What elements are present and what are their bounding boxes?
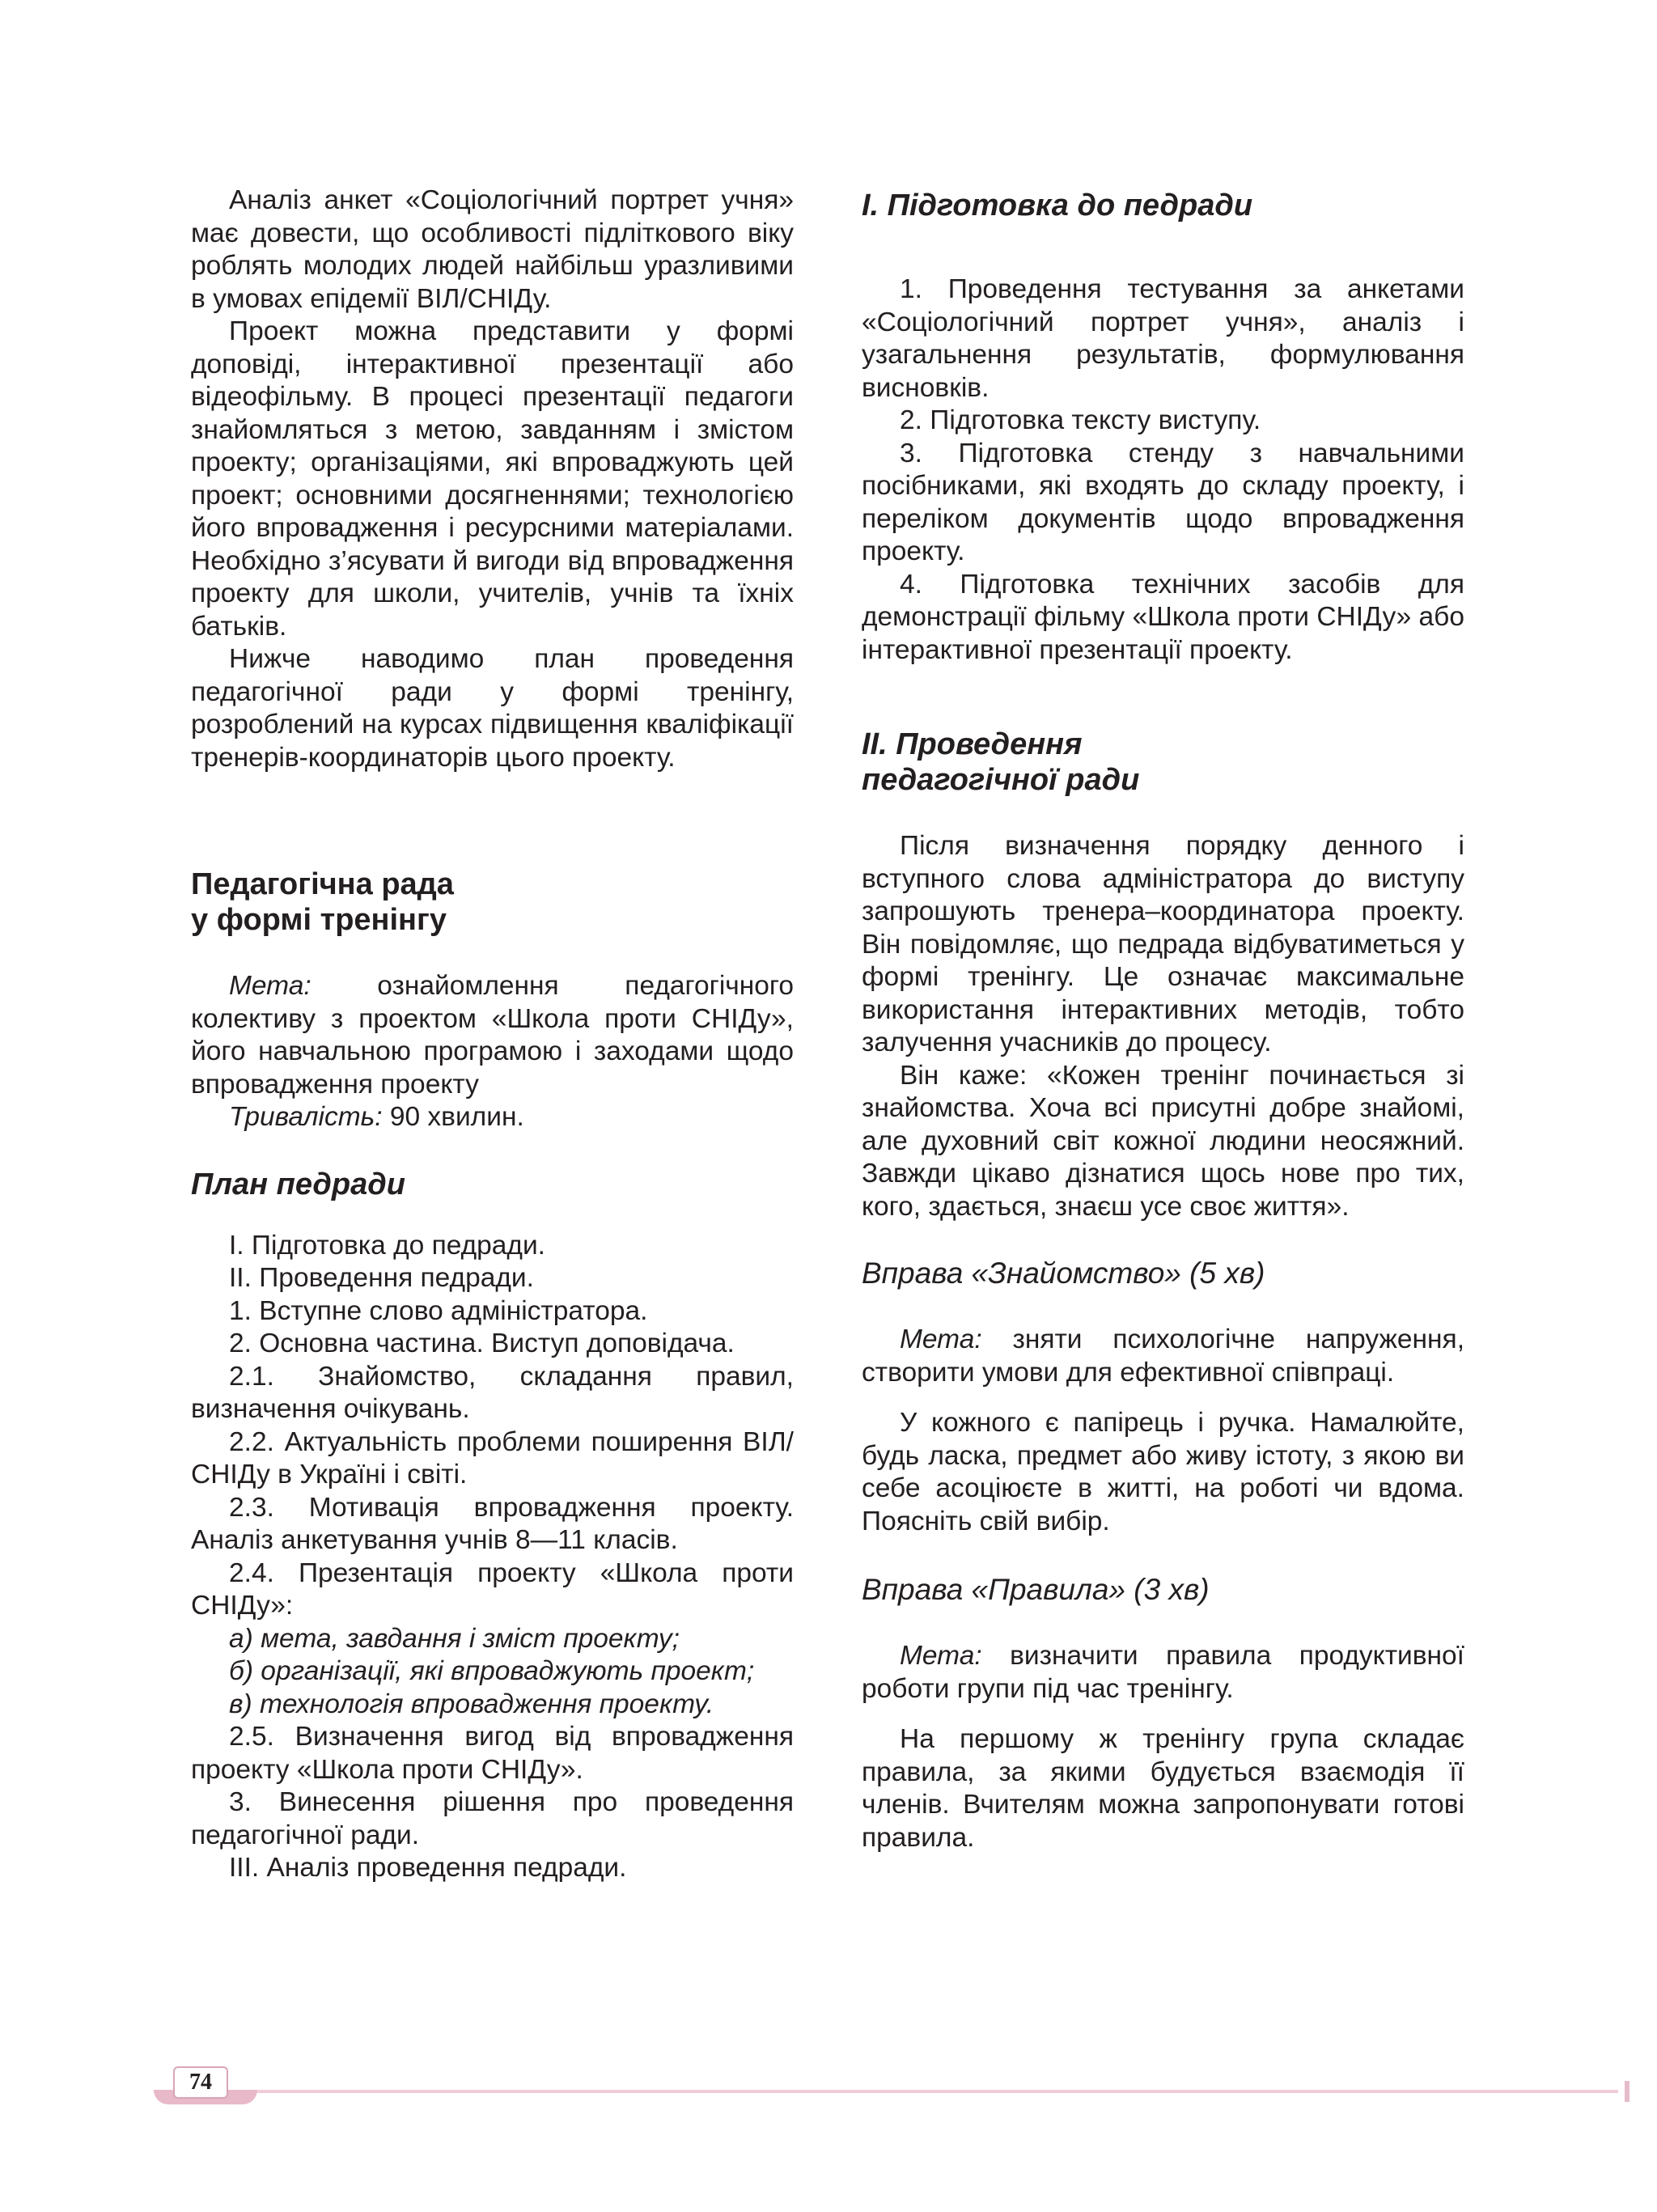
exercise2-title: Вправа «Правила» (3 хв): [862, 1573, 1210, 1606]
part2-paragraph-2: Він каже: «Кожен тренінг починається зі знайомства. Хоча всі присутні добре знайомі, але духовний світ кожної людини неосяжний. Завжди цікаво дізнатися щось нове про тих, кого, здається, знаєш усе своє життя».: [862, 1060, 1464, 1222]
plan-sub-item: б) організації, які впроваджують проект;: [229, 1656, 755, 1686]
footer-rule: [154, 2090, 1618, 2093]
duration-label: Тривалість:: [229, 1102, 383, 1132]
section-title: [191, 867, 794, 938]
part2-title: [862, 727, 1464, 798]
part1-title: I. Підготовка до педради: [862, 189, 1253, 222]
intro-paragraph-2: Проект можна представити у формі доповіді, інтерактивної презентації або відеофільму. В процесі презентації педагоги знайомляться з метою, завданням і змістом проекту; організаціями, які впроваджують цей проект; основними досягненнями; технологією його впровадження і ресурсними матеріалами. Необхідно з’ясувати й вигоди від впровадження проекту для школи, учителів, учнів та їхніх батьків.: [191, 316, 794, 642]
plan-item: 2.4. Презентація проекту «Школа проти СНІДу»:: [191, 1557, 794, 1621]
left-column: [191, 184, 794, 1885]
goal-paragraph: [191, 970, 794, 1101]
plan-item: II. Проведення педради.: [229, 1263, 534, 1293]
plan-title: План педради: [191, 1167, 405, 1201]
plan-item: 3. Винесення рішення про проведення педагогічної ради.: [191, 1787, 794, 1850]
part1-item: 1. Проведення тестування за анкетами «Соціологічний портрет учня», аналіз і узагальнення результатів, формулювання висновків.: [862, 274, 1464, 403]
plan-list: [191, 1230, 794, 1885]
part2-title-line-2: педагогічної ради: [862, 763, 1140, 797]
exercise2-goal-text: визначити правила продуктивної роботи групи під час тренінгу.: [862, 1641, 1464, 1704]
exercise1-text: У кожного є папірець і ручка. Намалюйте, будь ласка, предмет або живу істоту, з якою ви себе асоціюєте в житті, на роботі чи вдома. Поясніть свій вибір.: [862, 1408, 1464, 1536]
exercise1-goal-label: Мета:: [900, 1324, 982, 1354]
right-column: [862, 184, 1464, 1854]
plan-item: 2.2. Актуальність проблеми поширення ВІЛ/СНІДу в Україні і світі.: [191, 1426, 794, 1489]
part1-item: 3. Підготовка стенду з навчальними посібниками, які входять до складу проекту, і переліком документів щодо впровадження проекту.: [862, 438, 1464, 566]
intro-paragraph-3: Нижче наводимо план проведення педагогічної ради у формі тренінгу, розроблений на курсах підвищення кваліфікації тренерів-координаторів цього проекту.: [191, 644, 794, 773]
duration-text: 90 хвилин.: [382, 1102, 524, 1132]
exercise1-goal-text: зняти психологічне напруження, створити умови для ефективної співпраці.: [862, 1324, 1464, 1388]
page-edge-mark: [1625, 2081, 1629, 2102]
plan-sub-item: в) технологія впровадження проекту.: [229, 1689, 714, 1719]
exercise2-goal-label: Мета:: [900, 1641, 982, 1671]
section-title-line-2: у формі тренінгу: [191, 903, 447, 937]
exercise2-goal: [862, 1640, 1464, 1706]
plan-item: 1. Вступне слово адміністратора.: [229, 1295, 648, 1326]
plan-item: I. Підготовка до педради.: [229, 1230, 545, 1261]
duration-paragraph: [191, 1101, 794, 1134]
goal-text: ознайомлення педагогічного колективу з проектом «Школа проти СНІДу», його навчальною програмою і заходами щодо впровадження проекту: [191, 971, 794, 1100]
plan-sub-item: а) мета, завдання і зміст проекту;: [229, 1623, 680, 1654]
plan-item: 2.3. Мотивація впровадження проекту. Аналіз анкетування учнів 8—11 класів.: [191, 1492, 794, 1555]
exercise1-title: Вправа «Знайомство» (5 хв): [862, 1256, 1265, 1290]
plan-item: 2.5. Визначення вигод від впровадження проекту «Школа проти СНІДу».: [191, 1722, 794, 1785]
plan-item: 2. Основна частина. Виступ доповідача.: [229, 1328, 735, 1358]
exercise1-goal: [862, 1324, 1464, 1389]
part1-item: 4. Підготовка технічних засобів для демонстрації фільму «Школа проти СНІДу» або інтерактивної презентації проекту.: [862, 569, 1464, 665]
page-number: 74: [173, 2066, 228, 2099]
plan-item: 2.1. Знайомство, складання правил, визначення очікувань.: [191, 1361, 794, 1424]
part2-paragraph-1: Після визначення порядку денного і вступного слова адміністратора до виступу запрошують тренера–координатора проекту. Він повідомляє, що педрада відбуватиметься у формі тренінгу. Це означає максимальне використання інтерактивних методів, тобто залучення учасників до процесу.: [862, 831, 1464, 1057]
part1-item: 2. Підготовка тексту виступу.: [900, 405, 1261, 435]
part2-title-line-1: II. Проведення: [862, 727, 1083, 761]
goal-label: Мета:: [229, 971, 311, 1001]
plan-item: III. Аналіз проведення педради.: [229, 1853, 627, 1883]
exercise2-text: На першому ж тренінгу група складає правила, за якими будується взаємодія її членів. Вчителям можна запропонувати готові правила.: [862, 1724, 1464, 1853]
intro-paragraph-1: Аналіз анкет «Соціологічний портрет учня» має довести, що особливості підліткового віку роблять молодих людей найбільш уразливими в умовах епідемії ВІЛ/СНІДу.: [191, 185, 794, 314]
section-title-line-1: Педагогічна рада: [191, 867, 454, 901]
